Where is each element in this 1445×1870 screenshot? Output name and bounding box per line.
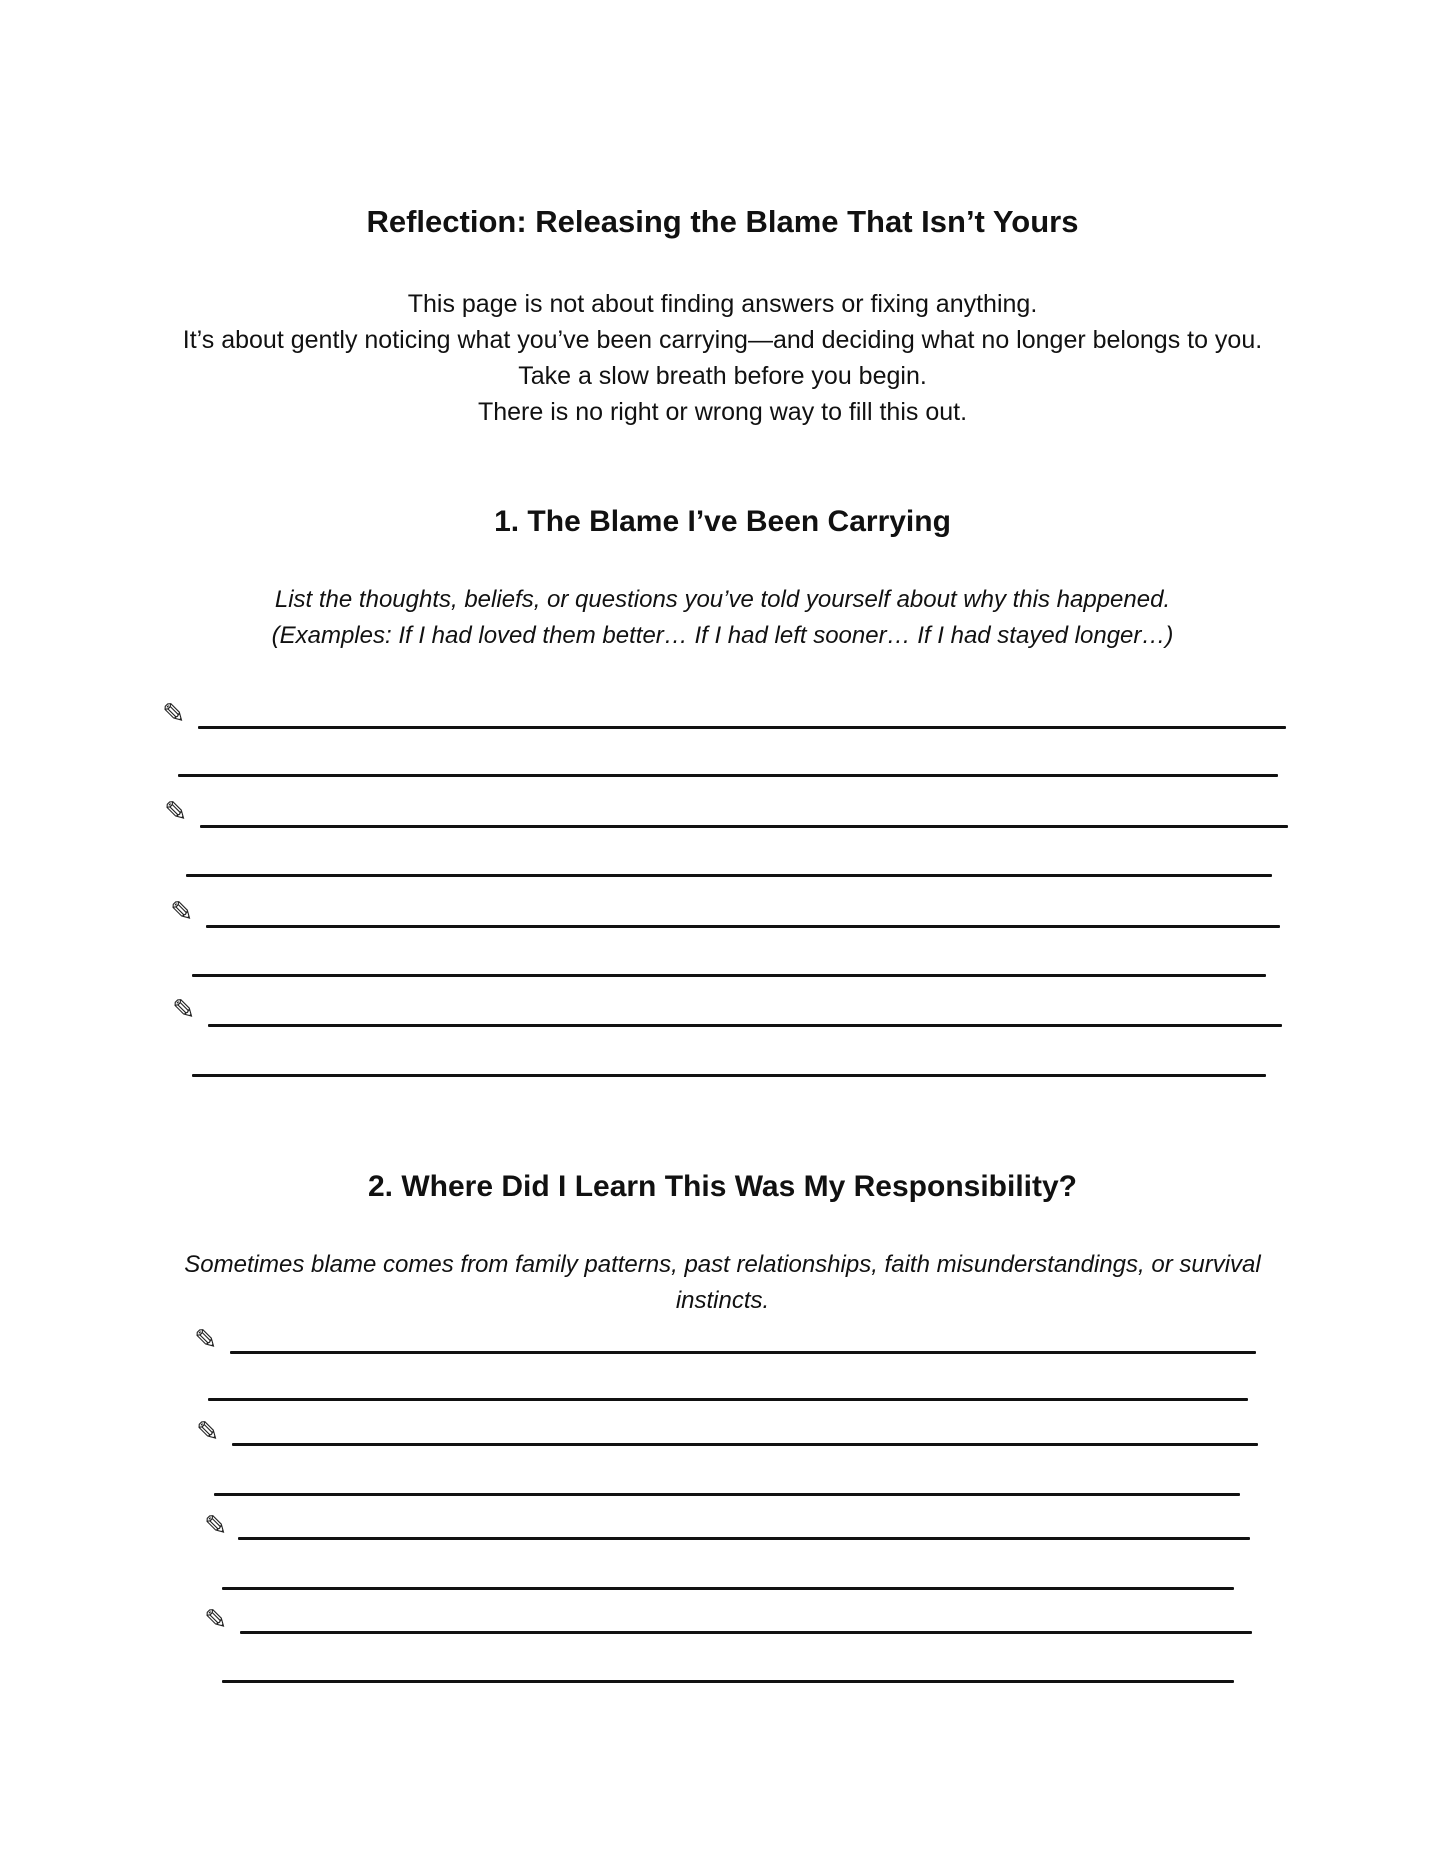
prompt-line: Sometimes blame comes from family patterns, past relationships, faith misunderstandings, or survival	[184, 1251, 1261, 1278]
pencil-icon: ✎	[172, 993, 196, 1026]
intro-line: This page is not about finding answers or fixing anything.	[407, 290, 1038, 318]
intro-line: It’s about gently noticing what you’ve been carrying—and deciding what no longer belongs to you.	[182, 326, 1263, 354]
page-title: Reflection: Releasing the Blame That Isn’t Yours	[366, 204, 1079, 239]
section-2-prompt	[160, 1247, 1285, 1319]
pencil-icon: ✎	[196, 1415, 220, 1448]
pencil-icon: ✎	[194, 1323, 218, 1356]
writing-line[interactable]	[208, 1398, 1248, 1401]
writing-line[interactable]	[222, 1680, 1234, 1683]
section-1-heading: 1. The Blame I’ve Been Carrying	[494, 505, 951, 538]
intro-line: There is no right or wrong way to fill this out.	[477, 398, 968, 426]
pencil-icon: ✎	[164, 795, 188, 828]
pencil-icon: ✎	[204, 1509, 228, 1542]
writing-line[interactable]	[178, 774, 1278, 777]
writing-line[interactable]	[192, 974, 1266, 977]
writing-line[interactable]	[230, 1351, 1256, 1354]
writing-line[interactable]	[186, 874, 1272, 877]
writing-line[interactable]	[222, 1587, 1234, 1590]
intro-text	[0, 286, 1445, 430]
pencil-icon: ✎	[204, 1603, 228, 1636]
prompt-line: List the thoughts, beliefs, or questions you’ve told yourself about why this happened.	[274, 586, 1171, 613]
writing-line[interactable]	[240, 1631, 1252, 1634]
pencil-icon: ✎	[170, 895, 194, 928]
section-2-heading: 2. Where Did I Learn This Was My Responsibility?	[367, 1170, 1077, 1203]
writing-line[interactable]	[208, 1024, 1282, 1027]
writing-line[interactable]	[206, 925, 1280, 928]
prompt-line: (Examples: If I had loved them better… If I had left sooner… If I had stayed longer…)	[271, 622, 1174, 649]
prompt-line: instincts.	[675, 1287, 770, 1314]
pencil-icon: ✎	[162, 697, 186, 730]
section-1-prompt	[160, 582, 1285, 654]
writing-line[interactable]	[238, 1537, 1250, 1540]
writing-line[interactable]	[214, 1493, 1240, 1496]
intro-line: Take a slow breath before you begin.	[518, 362, 927, 390]
writing-line[interactable]	[192, 1074, 1266, 1077]
writing-line[interactable]	[198, 726, 1286, 729]
writing-line[interactable]	[200, 825, 1288, 828]
writing-line[interactable]	[232, 1443, 1258, 1446]
